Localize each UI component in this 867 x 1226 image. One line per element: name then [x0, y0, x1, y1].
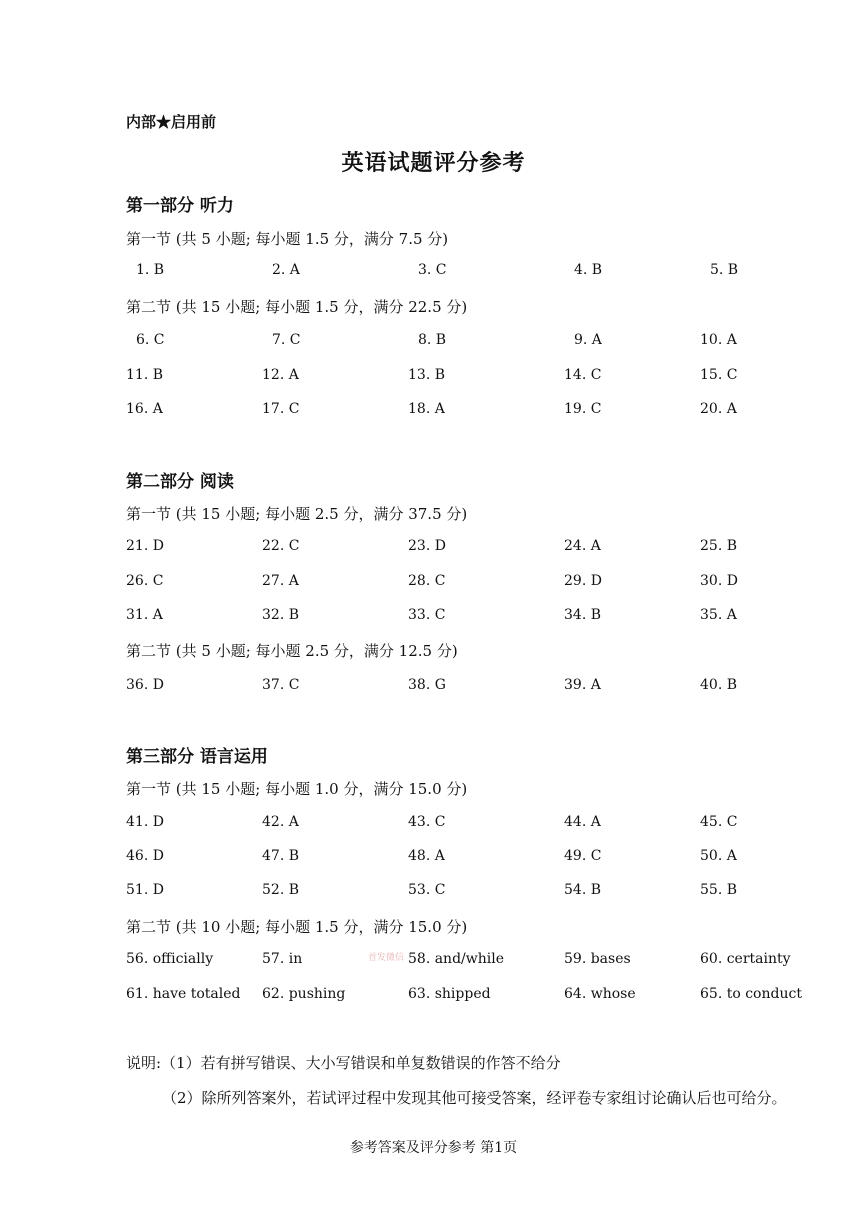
- answer-row: [0, 677, 867, 697]
- answer-item: 27. A: [262, 573, 299, 589]
- part-title-listening: 第一部分 听力: [126, 196, 234, 216]
- section-title: 第一节 (共 15 小题; 每小题 1.0 分，满分 15.0 分): [126, 780, 468, 798]
- answer-item: 38. G: [408, 677, 446, 693]
- answer-item: 12. A: [262, 367, 299, 383]
- answer-item: 53. C: [408, 882, 446, 898]
- answer-item: 5. B: [710, 262, 739, 278]
- answer-item: 24. A: [564, 538, 601, 554]
- answer-row: [0, 986, 867, 1006]
- watermark-text: 首发微信: [368, 953, 405, 963]
- answer-item: 16. A: [126, 401, 163, 417]
- answer-item: 32. B: [262, 607, 300, 623]
- answer-item: 51. D: [126, 882, 164, 898]
- answer-row: [0, 814, 867, 834]
- answer-row: [0, 332, 867, 352]
- answer-item: 8. B: [418, 332, 447, 348]
- answer-item: 31. A: [126, 607, 163, 623]
- answer-item: 58. and/while: [408, 951, 504, 967]
- answer-item: 46. D: [126, 848, 164, 864]
- answer-item: 6. C: [136, 332, 165, 348]
- answer-item: 39. A: [564, 677, 601, 693]
- answer-item: 34. B: [564, 607, 602, 623]
- answer-item: 30. D: [700, 573, 738, 589]
- answer-item: 64. whose: [564, 986, 636, 1002]
- note-line-1: 说明:（1）若有拼写错误、大小写错误和单复数错误的作答不给分: [126, 1054, 561, 1072]
- answer-item: 20. A: [700, 401, 737, 417]
- section-title: 第二节 (共 15 小题; 每小题 1.5 分，满分 22.5 分): [126, 298, 468, 316]
- answer-item: 56. officially: [126, 951, 214, 967]
- answer-item: 52. B: [262, 882, 300, 898]
- answer-item: 41. D: [126, 814, 164, 830]
- answer-row: [0, 538, 867, 558]
- answer-item: 9. A: [574, 332, 602, 348]
- answer-item: 61. have totaled: [126, 986, 241, 1002]
- page-title: 英语试题评分参考: [341, 150, 526, 176]
- answer-item: 14. C: [564, 367, 602, 383]
- answer-item: 50. A: [700, 848, 737, 864]
- answer-item: 21. D: [126, 538, 164, 554]
- answer-item: 45. C: [700, 814, 738, 830]
- answer-item: 57. in: [262, 951, 303, 967]
- answer-item: 49. C: [564, 848, 602, 864]
- confidential-mark: 内部★启用前: [126, 113, 217, 131]
- answer-item: 4. B: [574, 262, 603, 278]
- answer-item: 2. A: [272, 262, 300, 278]
- answer-item: 11. B: [126, 367, 164, 383]
- answer-item: 25. B: [700, 538, 738, 554]
- answer-row: [0, 262, 867, 282]
- answer-item: 26. C: [126, 573, 164, 589]
- answer-row: [0, 607, 867, 627]
- answer-item: 36. D: [126, 677, 164, 693]
- answer-item: 1. B: [136, 262, 165, 278]
- note-line-2: （2）除所列答案外，若试评过程中发现其他可接受答案，经评卷专家组讨论确认后也可给分。: [162, 1089, 787, 1107]
- answer-item: 63. shipped: [408, 986, 491, 1002]
- part-title-reading: 第二部分 阅读: [126, 472, 234, 492]
- answer-item: 22. C: [262, 538, 300, 554]
- answer-row: [0, 401, 867, 421]
- answer-row: [0, 367, 867, 387]
- answer-item: 54. B: [564, 882, 602, 898]
- part-title-language-use: 第三部分 语言运用: [126, 747, 268, 767]
- answer-item: 60. certainty: [700, 951, 791, 967]
- answer-item: 55. B: [700, 882, 738, 898]
- answer-item: 35. A: [700, 607, 737, 623]
- answer-row: [0, 882, 867, 902]
- answer-item: 13. B: [408, 367, 446, 383]
- answer-item: 28. C: [408, 573, 446, 589]
- section-title: 第二节 (共 5 小题; 每小题 2.5 分，满分 12.5 分): [126, 642, 458, 660]
- answer-item: 44. A: [564, 814, 601, 830]
- page-footer: 参考答案及评分参考 第1页: [349, 1140, 518, 1156]
- answer-item: 37. C: [262, 677, 300, 693]
- answer-item: 19. C: [564, 401, 602, 417]
- answer-item: 18. A: [408, 401, 445, 417]
- answer-item: 7. C: [272, 332, 301, 348]
- answer-row: [0, 848, 867, 868]
- answer-item: 23. D: [408, 538, 446, 554]
- answer-item: 29. D: [564, 573, 602, 589]
- answer-item: 15. C: [700, 367, 738, 383]
- answer-item: 40. B: [700, 677, 738, 693]
- answer-item: 62. pushing: [262, 986, 346, 1002]
- section-title: 第二节 (共 10 小题; 每小题 1.5 分，满分 15.0 分): [126, 918, 468, 936]
- answer-row: [0, 573, 867, 593]
- answer-item: 59. bases: [564, 951, 631, 967]
- section-title: 第一节 (共 5 小题; 每小题 1.5 分，满分 7.5 分): [126, 230, 449, 248]
- section-title: 第一节 (共 15 小题; 每小题 2.5 分，满分 37.5 分): [126, 505, 468, 523]
- answer-item: 3. C: [418, 262, 447, 278]
- answer-item: 43. C: [408, 814, 446, 830]
- answer-item: 33. C: [408, 607, 446, 623]
- answer-row: [0, 951, 867, 971]
- answer-item: 48. A: [408, 848, 445, 864]
- answer-item: 65. to conduct: [700, 986, 802, 1002]
- answer-item: 17. C: [262, 401, 300, 417]
- answer-item: 47. B: [262, 848, 300, 864]
- answer-item: 42. A: [262, 814, 299, 830]
- answer-item: 10. A: [700, 332, 737, 348]
